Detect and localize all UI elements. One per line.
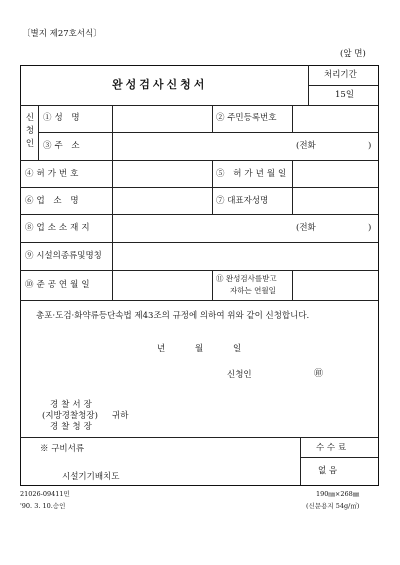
- inspection-date-label-line2: 자하는 연월일: [230, 286, 276, 295]
- date-year: 년: [157, 344, 166, 354]
- fee-value: 없 음: [318, 466, 338, 476]
- inspection-date-label-line1: ⑪ 완성검사를받고: [216, 274, 277, 283]
- approval-date: '90. 3. 10.승인: [20, 502, 66, 510]
- addressee-national-police: 경찰청장: [50, 422, 95, 432]
- addressee-suffix: 귀하: [112, 411, 129, 421]
- paper-size: 190㎜×268㎜: [316, 490, 360, 498]
- representative-label: ⑦ 대표자성명: [216, 196, 269, 206]
- application-statement: 총포·도검·화약류등단속법 제43조의 규정에 의하여 위와 같이 신청합니다.: [36, 311, 310, 321]
- fee-label: 수 수 료: [316, 443, 347, 453]
- permit-number-label: ④허가번호: [25, 169, 82, 179]
- annex-number: 〔별지 제27호서식〕: [22, 29, 102, 39]
- address-phone-open: (전화: [296, 141, 316, 151]
- location-phone-open: (전화: [296, 223, 316, 233]
- form-code: 21026-09411민: [20, 490, 70, 498]
- seal-mark: ㊞: [314, 369, 324, 379]
- applicant-label: 신청인: [25, 113, 35, 149]
- required-documents-label: ※ 구비서류: [40, 444, 85, 454]
- applicant-signature-label: 신청인: [227, 370, 252, 380]
- address-label: ③주 소: [43, 141, 83, 151]
- location-phone-close: ): [368, 223, 372, 233]
- page-side-label: (앞 면): [340, 49, 366, 59]
- date-day: 일: [233, 344, 242, 354]
- permit-date-label: ⑤ 허가년월일: [216, 169, 290, 179]
- form-title: 완성검사신청서: [112, 78, 208, 91]
- processing-period-value: 15일: [335, 90, 355, 100]
- address-phone-close: ): [368, 141, 372, 151]
- addressee-police-station: 경찰서장: [50, 400, 95, 410]
- processing-period-label: 처리기간: [324, 70, 357, 80]
- facility-type-label: ⑨ 시설의종류및명칭: [25, 251, 102, 261]
- completion-date-label: ⑩준공연월일: [25, 280, 93, 290]
- paper-spec: (신문용지 54g/㎡): [306, 502, 360, 510]
- required-document-item: 시설기기배치도: [62, 472, 120, 482]
- name-label: ①성 명: [43, 113, 83, 123]
- date-month: 월: [195, 344, 204, 354]
- business-name-label: ⑥업 소 명: [25, 196, 82, 206]
- business-location-label: ⑧업소소재지: [25, 223, 93, 233]
- addressee-regional-police: (지방경찰청장): [42, 411, 98, 421]
- resident-number-label: ② 주민등록번호: [216, 113, 277, 123]
